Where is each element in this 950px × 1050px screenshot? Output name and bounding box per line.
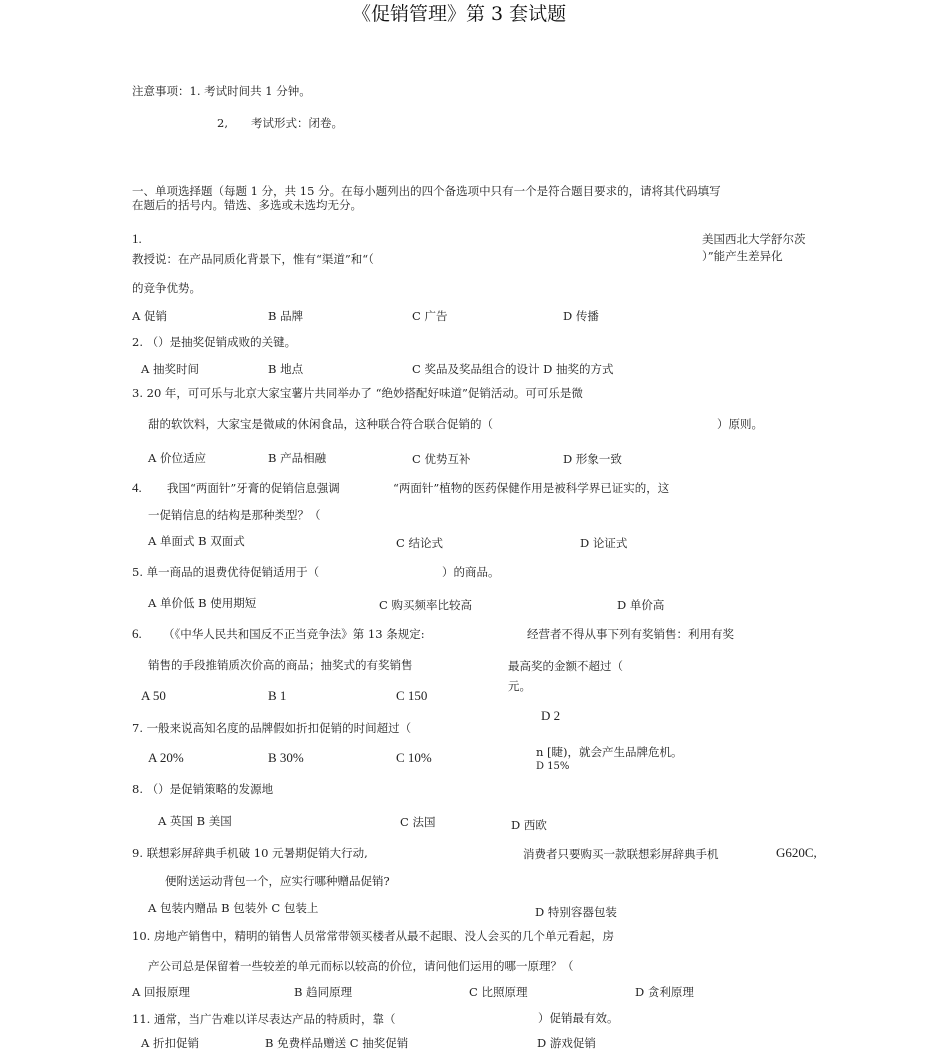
q4-number: 4. <box>132 480 142 495</box>
q5-option-c: C 购买频率比较高 <box>379 598 472 612</box>
q9-option-d: D 特别容器包装 <box>535 905 617 919</box>
q7-option-b: B 30% <box>268 750 304 765</box>
q11-text-part-2: ）促销最有效。 <box>538 1011 619 1025</box>
q3-option-a: A 价位适应 <box>148 451 206 465</box>
q5-option-d: D 单价高 <box>617 598 665 612</box>
q11-option-bc: B 免费样品赠送 C 抽奖促销 <box>265 1036 409 1050</box>
q11-option-d: D 游戏促销 <box>537 1036 596 1050</box>
q1-text-line-3: 的竞争优势。 <box>132 281 201 295</box>
q7-text: 7. 一般来说高知名度的品牌假如折扣促销的时间超过（ <box>132 721 412 735</box>
q10-text-line-2: 产公司总是保留着一些较差的单元而标以较高的价位，请问他们运用的哪一原理？（ <box>148 959 574 973</box>
q4-option-ab: A 单面式 B 双面式 <box>148 534 245 548</box>
notice-number-2: 2, <box>217 116 228 130</box>
q6-text-right-3: 元。 <box>508 679 531 693</box>
q9-option-abc: A 包装内赠品 B 包装外 C 包装上 <box>148 901 319 915</box>
notice-line-1: 注意事项：1. 考试时间共 1 分钟。 <box>132 84 311 98</box>
q10-option-a: A 回报原理 <box>132 985 190 999</box>
q10-option-b: B 趋同原理 <box>294 985 353 999</box>
q7-text-right: n [睫)，就会产生品牌危机。 <box>536 745 683 759</box>
q2-option-a: A 抽奖时间 <box>141 362 199 376</box>
q7-option-c: C 10% <box>396 750 432 765</box>
q3-option-c: C 优势互补 <box>412 452 471 466</box>
q2-option-b: B 地点 <box>268 362 304 376</box>
q10-option-d: D 贪利原理 <box>635 985 694 999</box>
q1-text-right-2: ）”能产生差异化 <box>702 249 783 263</box>
q1-option-c: C 广告 <box>412 309 448 323</box>
q6-option-b: B 1 <box>268 688 287 703</box>
section-instructions-line-2: 在题后的括号内。错选、多选或未选均无分。 <box>132 198 362 212</box>
q3-text-line-2-end: ）原则。 <box>717 417 763 431</box>
q3-option-d: D 形象一致 <box>563 452 622 466</box>
q5-text-part-1: 5. 单一商品的退费优待促销适用于（ <box>132 565 320 579</box>
q7-option-d: D 15% <box>536 761 570 769</box>
q6-number: 6. <box>132 626 142 641</box>
q9-text-part-2: 消费者只要购买一款联想彩屏辞典手机 <box>523 847 719 861</box>
q4-text-line-2: 一促销信息的结构是那种类型？（ <box>148 508 321 522</box>
q10-option-c: C 比照原理 <box>469 985 528 999</box>
q1-option-d: D 传播 <box>563 309 599 323</box>
q4-option-c: C 结论式 <box>396 536 443 550</box>
q6-option-c: C 150 <box>396 688 428 703</box>
q11-option-a: A 折扣促销 <box>141 1036 199 1050</box>
q1-text-right-1: 美国西北大学舒尔茨 <box>702 232 806 246</box>
q6-text-part-2: 经营者不得从事下列有奖销售：利用有奖 <box>527 627 734 641</box>
q5-option-ab: A 单价低 B 使用期短 <box>148 596 257 610</box>
q3-option-b: B 产品相融 <box>268 451 327 465</box>
q5-text-part-2: ）的商品。 <box>442 565 500 579</box>
q11-text-part-1: 11. 通常，当广告难以详尽表达产品的特质时，靠（ <box>132 1012 396 1026</box>
q4-text-part-1: 我国“两面针”牙膏的促销信息强调 <box>167 481 340 495</box>
q3-text-line-2: 甜的软饮料，大家宝是微咸的休闲食品，这种联合符合联合促销的（ <box>148 417 493 431</box>
q9-text-part-3: G620C, <box>776 845 817 860</box>
q1-option-a: A 促销 <box>132 309 167 323</box>
q6-text-line-2: 销售的手段推销质次价高的商品；抽奖式的有奖销售 <box>148 658 413 672</box>
q4-option-d: D 论证式 <box>580 536 628 550</box>
q6-text-part-1: （《中华人民共和国反不正当竞争法》第 13 条规定: <box>163 627 425 641</box>
q1-text-left-2: 教授说：在产品同质化背景下，惟有“渠道”和“（ <box>132 252 374 266</box>
q4-text-part-2: “两面针”植物的医药保健作用是被科学界已证实的，这 <box>393 481 670 495</box>
q6-option-d: D 2 <box>541 708 561 723</box>
q10-text-line-1: 10. 房地产销售中，精明的销售人员常常带领买楼者从最不起眼、没人会买的几个单元看起，房 <box>132 929 614 943</box>
q1-option-b: B 品牌 <box>268 309 304 323</box>
q9-text-line-2: 便附送运动背包一个，应实行哪种赠品促销? <box>165 874 390 888</box>
notice-line-2: 考试形式：闭卷。 <box>251 116 343 130</box>
page-title: 《促销管理》第 3 套试题 <box>352 3 567 25</box>
q3-text-line-1: 3. 20 年，可可乐与北京大家宝薯片共同举办了 “绝妙搭配好味道”促销活动。可可乐是微 <box>132 386 583 400</box>
section-instructions-line-1: 一、单项选择题（每题 1 分，共 15 分。在每小题列出的四个备选项中只有一个是符合题目要求的，请将其代码填写 <box>132 184 721 198</box>
q8-option-c: C 法国 <box>400 815 436 829</box>
q2-text: 2. （）是抽奖促销成败的关键。 <box>132 335 297 349</box>
q8-option-d: D 西欧 <box>511 818 547 832</box>
q8-option-ab: A 英国 B 美国 <box>158 814 232 828</box>
q7-option-a: A 20% <box>148 750 184 765</box>
q8-text: 8. （）是促销策略的发源地 <box>132 782 274 796</box>
q6-text-right-2: 最高奖的金额不超过（ <box>508 659 623 673</box>
q6-option-a: A 50 <box>141 688 166 703</box>
q1-number: 1. <box>132 231 142 246</box>
q9-text-part-1: 9. 联想彩屏辞典手机破 10 元暑期促销大行动, <box>132 846 368 860</box>
q2-option-cd: C 奖品及奖品组合的设计 D 抽奖的方式 <box>412 362 614 376</box>
